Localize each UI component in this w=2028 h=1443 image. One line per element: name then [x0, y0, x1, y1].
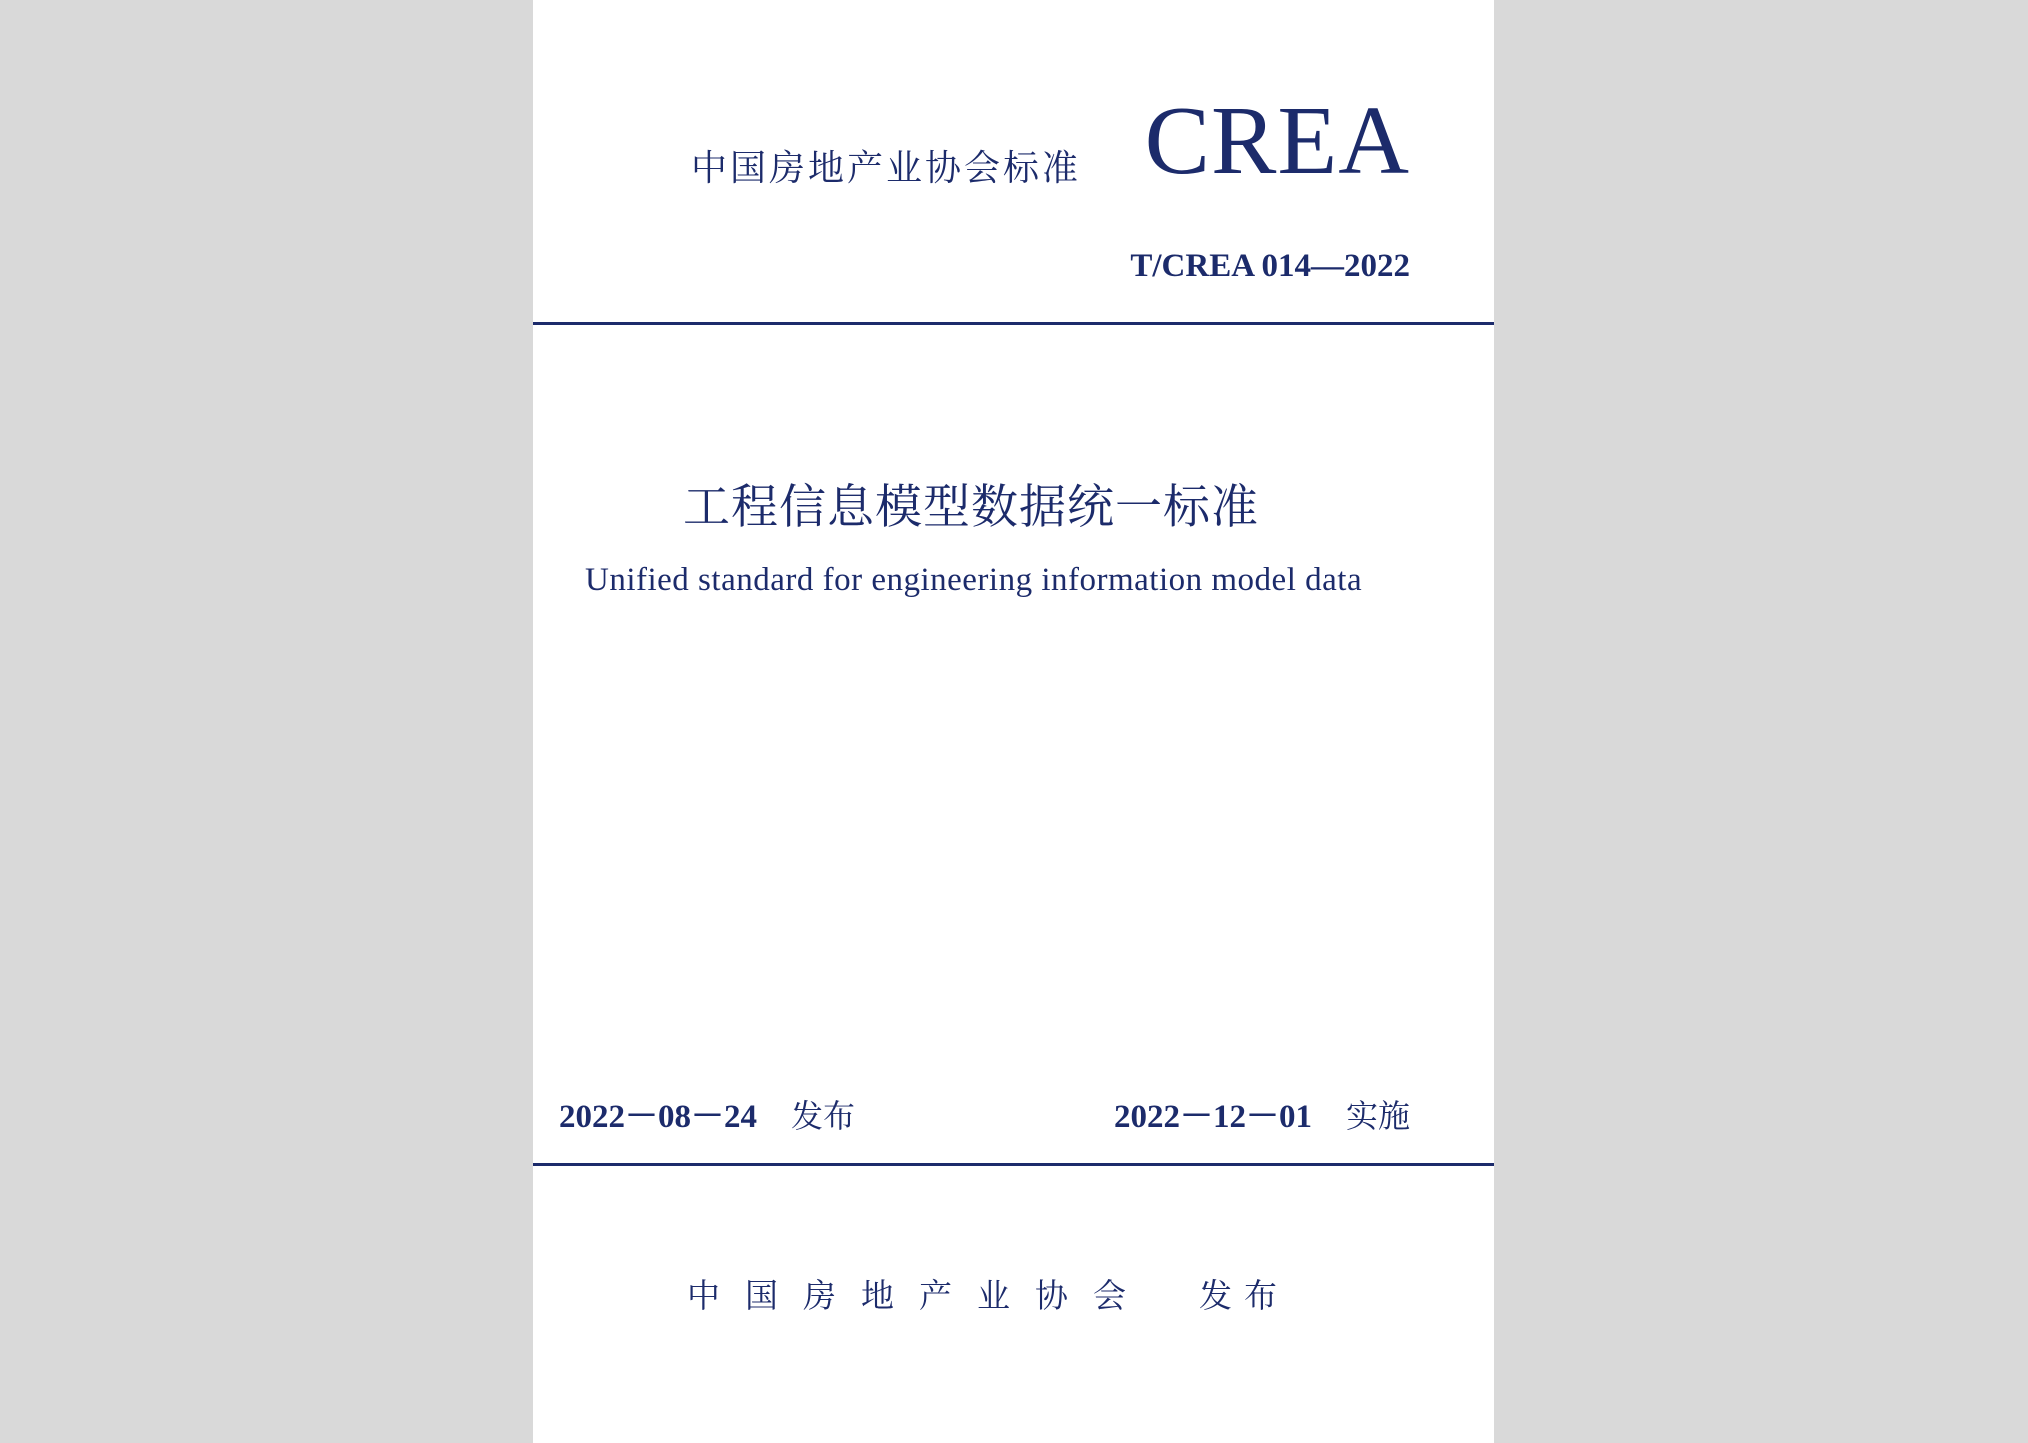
- top-divider: [533, 322, 1494, 325]
- standard-number: T/CREA 014—2022: [1130, 248, 1410, 284]
- bottom-divider: [533, 1163, 1494, 1166]
- publisher-label: 发布: [1199, 1276, 1289, 1315]
- publisher-name: 中国房地产业协会: [687, 1276, 1151, 1315]
- title-chinese: 工程信息模型数据统一标准: [683, 480, 1259, 535]
- publish-label: 发布: [791, 1097, 856, 1135]
- publish-date-line: [559, 1090, 855, 1137]
- implement-date: 2022－12－01: [1113, 1099, 1312, 1135]
- implement-label: 实施: [1345, 1097, 1410, 1135]
- cover-page: [533, 0, 1494, 1443]
- title-english: Unified standard for engineering information model data: [585, 562, 1363, 598]
- implement-date-line: [1114, 1090, 1410, 1137]
- crea-logo: CREA: [1144, 87, 1410, 195]
- publish-date: 2022－08－24: [559, 1099, 757, 1135]
- association-standard-label: 中国房地产业协会标准: [691, 148, 1082, 189]
